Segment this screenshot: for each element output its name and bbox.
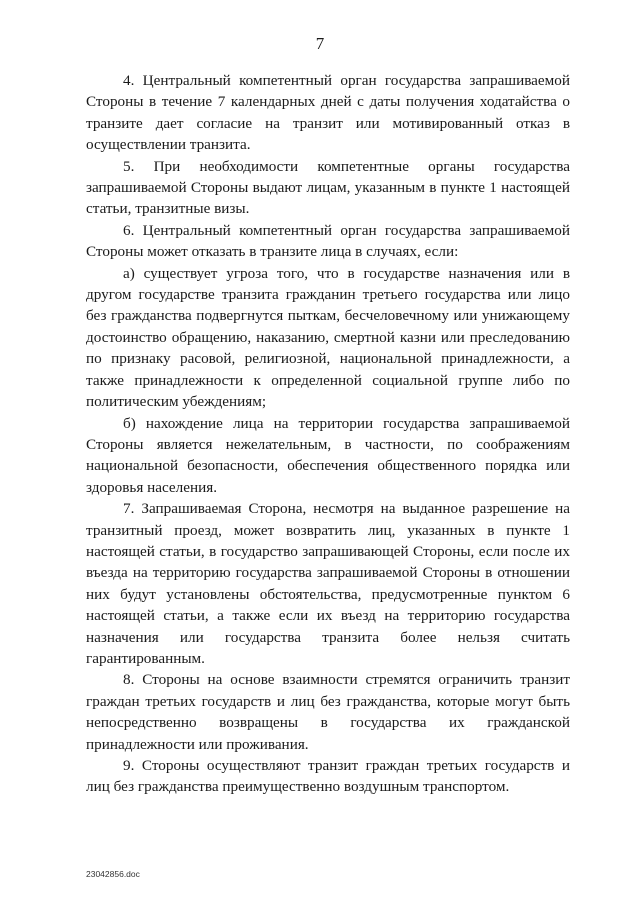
paragraph-clause-9: 9. Стороны осуществляют транзит граждан третьих государств и лиц без гражданства преимущественно воздушным транспортом. bbox=[86, 757, 570, 796]
paragraph-clause-8: 8. Стороны на основе взаимности стремятся ограничить транзит граждан третьих государств и лиц без гражданства, которые могут быть непосредственно возвращены в государства их гражданской принадлежности или проживания. bbox=[86, 671, 570, 753]
paragraph-clause-5: 5. При необходимости компетентные органы государства запрашиваемой Стороны выдают лицам, указанным в пункте 1 настоящей статьи, транзитные визы. bbox=[86, 157, 570, 218]
paragraph-clause-4: 4. Центральный компетентный орган государства запрашиваемой Стороны в течение 7 календарных дней с даты получения ходатайства о транзите дает согласие на транзит или мотивированный отказ в осуществлении транзита. bbox=[86, 72, 570, 154]
paragraph-clause-6: 6. Центральный компетентный орган государства запрашиваемой Стороны может отказать в транзите лица в случаях, если: bbox=[86, 221, 570, 261]
paragraph-clause-6a: а) существует угроза того, что в государстве назначения или в другом государстве транзита гражданин третьего государства или лицо без гражданства подвергнутся пыткам, бесчеловечному или унижающему достоинство обращению, наказанию, смертной казни или преследованию по признаку расовой, религиозной, национальной принадлежности, а также принадлежности к определенной социальной группе либо по политическим убеждениям; bbox=[86, 264, 570, 411]
document-body bbox=[86, 70, 570, 798]
paragraph-clause-7: 7. Запрашиваемая Сторона, несмотря на выданное разрешение на транзитный проезд, может возвратить лиц, указанных в пункте 1 настоящей статьи, в государство запрашивающей Стороны, если после их въезда на территорию государства запрашиваемой Стороны в отношении них будут установлены обстоятельства, предусмотренные пунктом 6 настоящей статьи, а также если их въезд на территорию государства назначения или государства транзита более нельзя считать гарантированным. bbox=[86, 500, 570, 667]
footer-file-name: 23042856.doc bbox=[86, 869, 140, 879]
page-number: 7 bbox=[315, 34, 325, 53]
paragraph-clause-6b: б) нахождение лица на территории государства запрашиваемой Стороны является нежелательным, в частности, по соображениям национальной безопасности, обеспечения общественного порядка или здоровья населения. bbox=[86, 414, 570, 496]
